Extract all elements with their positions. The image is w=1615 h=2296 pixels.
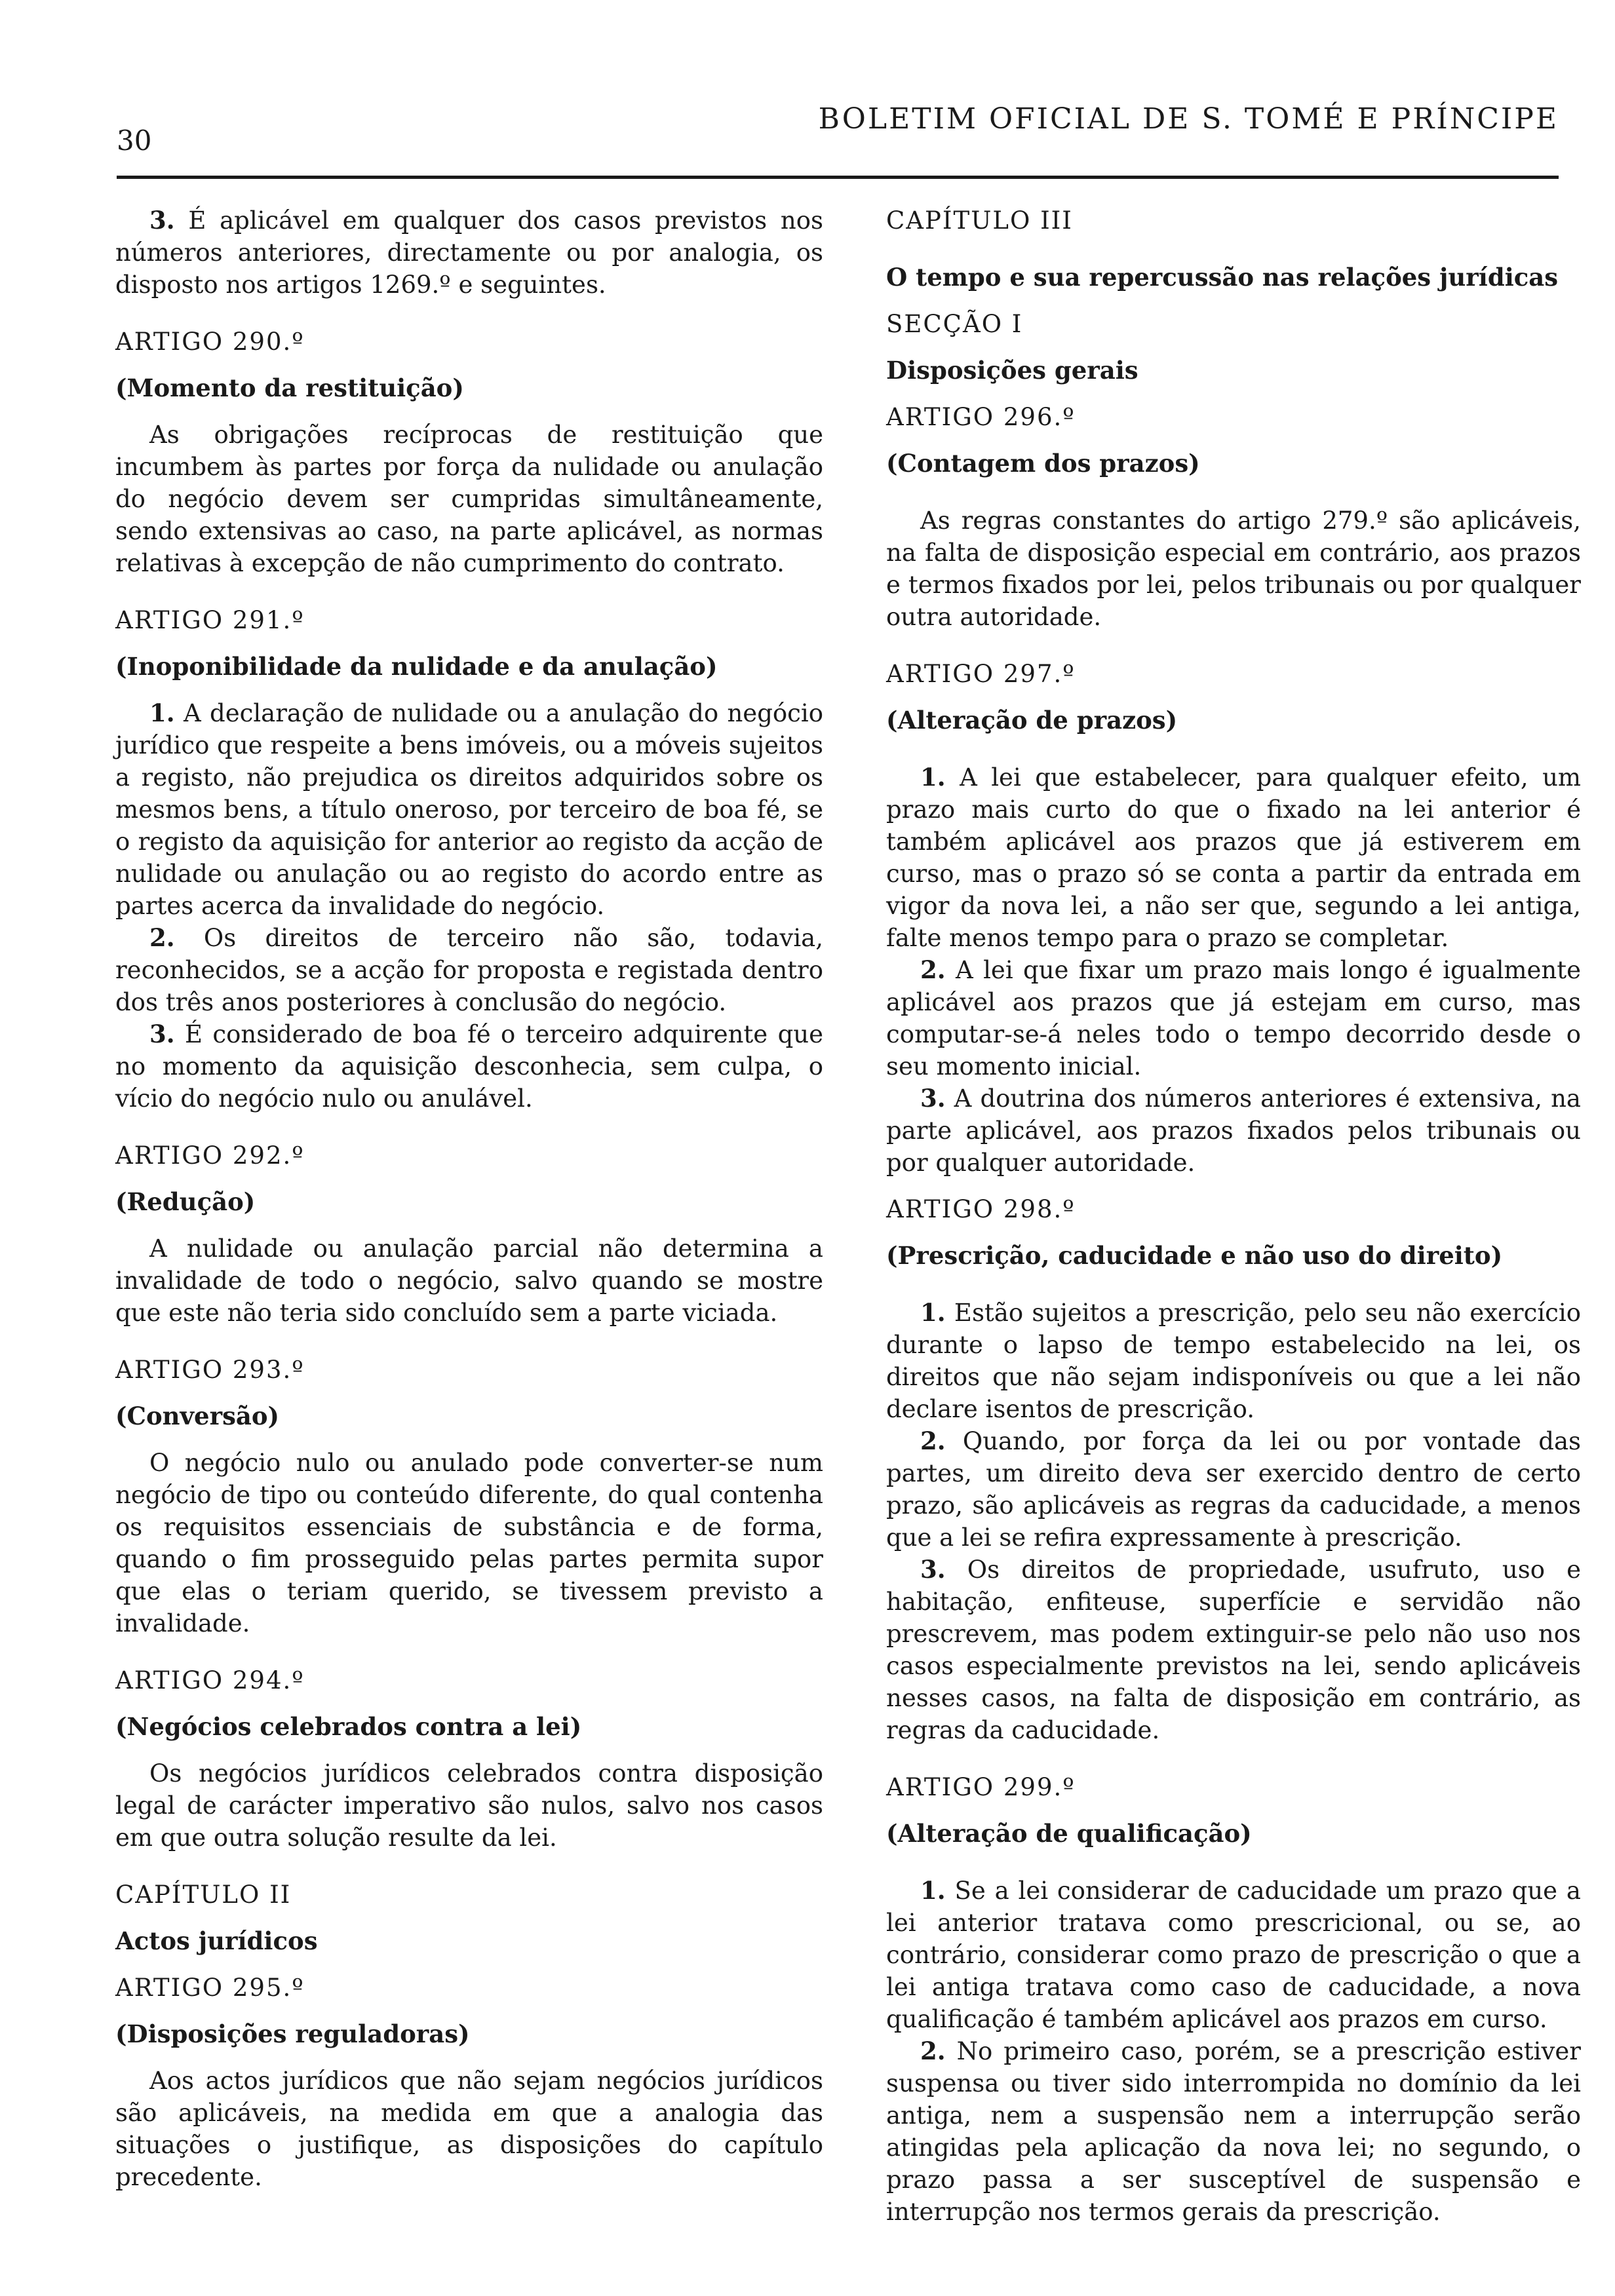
- article-297-heading: (Alteração de prazos): [886, 706, 1178, 735]
- article-299-title: ARTIGO 299.º: [886, 1773, 1076, 1801]
- article-290-text: As obrigações recíprocas de restituição que incumbem às partes por força da nulidade ou anulação do negócio devem ser cumpridas simultâneamente, sendo extensivas ao caso, na parte aplicável, as normas relativas à excepção de não cumprimento do contrato.: [115, 421, 823, 577]
- article-292-text: A nulidade ou anulação parcial não determina a invalidade de todo o negócio, salvo quando se mostre que este não teria sido concluído sem a parte viciada.: [115, 1234, 823, 1327]
- article-291-heading: (Inoponibilidade da nulidade e da anulação): [115, 652, 718, 681]
- article-299-heading: (Alteração de qualificação): [886, 1819, 1252, 1848]
- page-number: 30: [117, 124, 152, 157]
- article-299-paragraph-2: 2. No primeiro caso, porém, se a prescrição estiver suspensa ou tiver sido interrompida no domínio da lei antiga, nem a suspensão nem a interrupção serão atingidas pela aplicação da nova lei; no segundo, o prazo passa a ser susceptível de suspensão e interrupção nos termos gerais da prescrição.: [886, 2037, 1581, 2226]
- chapter-2-title: Actos jurídicos: [115, 1926, 318, 1955]
- article-295-heading: (Disposições reguladoras): [115, 2019, 470, 2048]
- article-298-heading: (Prescrição, caducidade e não uso do direito): [886, 1241, 1503, 1270]
- article-291-paragraph-2: 2. Os direitos de terceiro não são, todavia, reconhecidos, se a acção for proposta e registada dentro dos três anos posteriores à conclusão do negócio.: [115, 923, 823, 1016]
- article-296-text: As regras constantes do artigo 279.º são aplicáveis, na falta de disposição especial em contrário, aos prazos e termos fixados por lei, pelos tribunais ou por qualquer outra autoridade.: [886, 507, 1581, 631]
- chapter-2-label: CAPÍTULO II: [115, 1881, 292, 1909]
- article-291-paragraph-3: 3. É considerado de boa fé o terceiro adquirente que no momento da aquisição desconhecia, sem culpa, o vício do negócio nulo ou anulável.: [115, 1020, 823, 1113]
- article-297-paragraph-1: 1. A lei que estabelecer, para qualquer efeito, um prazo mais curto do que o fixado na lei anterior é também aplicável aos prazos que já estiverem em curso, mas o prazo só se conta a partir da entrada em vigor da nova lei, a não ser que, segundo a lei antiga, falte menos tempo para o prazo se completar.: [886, 763, 1581, 952]
- running-title: BOLETIM OFICIAL DE S. TOMÉ E PRÍNCIPE: [818, 102, 1559, 136]
- article-292-heading: (Redução): [115, 1187, 256, 1216]
- article-291-paragraph-1: 1. A declaração de nulidade ou a anulação do negócio jurídico que respeite a bens imóveis, ou a móveis sujeitos a registo, não prejudica os direitos adquiridos sobre os mesmos bens, a título oneroso, por terceiro de boa fé, se o registo da aquisição for anterior ao registo da acção de nulidade ou anulação ou ao registo do acordo entre as partes acerca da invalidade do negócio.: [115, 698, 823, 920]
- article-298-paragraph-3: 3. Os direitos de propriedade, usufruto, uso e habitação, enfiteuse, superfície e servidão não prescrevem, mas podem extinguir-se pelo não uso nos casos especialmente previstos na lei, sendo aplicáveis nesses casos, na falta de disposição em contrário, as regras da caducidade.: [886, 1555, 1581, 1744]
- article-294-heading: (Negócios celebrados contra a lei): [115, 1712, 582, 1741]
- article-293-text: O negócio nulo ou anulado pode converter-se num negócio de tipo ou conteúdo diferente, do qual contenha os requisitos essenciais de substância e de forma, quando o fim prosseguido pelas partes permita supor que elas o teriam querido, se tivessem previsto a invalidade.: [115, 1449, 823, 1637]
- article-293-heading: (Conversão): [115, 1402, 280, 1430]
- left-column: [115, 204, 823, 2193]
- article-298-paragraph-1: 1. Estão sujeitos a prescrição, pelo seu não exercício durante o lapso de tempo estabelecido na lei, os direitos que não sejam indisponíveis ou que a lei não declare isentos de prescrição.: [886, 1298, 1581, 1423]
- article-289-paragraph-3: 3. É aplicável em qualquer dos casos previstos nos números anteriores, directamente ou por analogia, os disposto nos artigos 1269.º e seguintes.: [115, 206, 823, 299]
- article-298-paragraph-2: 2. Quando, por força da lei ou por vontade das partes, um direito deva ser exercido dentro de certo prazo, são aplicáveis as regras da caducidade, a menos que a lei se refira expressamente à prescrição.: [886, 1426, 1581, 1552]
- right-column: [886, 204, 1581, 2228]
- article-296-heading: (Contagem dos prazos): [886, 449, 1200, 478]
- section-1-title: Disposições gerais: [886, 356, 1138, 385]
- article-297-paragraph-3: 3. A doutrina dos números anteriores é extensiva, na parte aplicável, aos prazos fixados pelos tribunais ou por qualquer autoridade.: [886, 1084, 1581, 1177]
- article-297-paragraph-2: 2. A lei que fixar um prazo mais longo é igualmente aplicável aos prazos que já estejam em curso, mas computar-se-á neles todo o tempo decorrido desde o seu momento inicial.: [886, 955, 1581, 1081]
- article-295-title: ARTIGO 295.º: [115, 1974, 305, 2002]
- article-296-title: ARTIGO 296.º: [886, 403, 1076, 431]
- article-290-heading: (Momento da restituição): [115, 373, 464, 402]
- article-298-title: ARTIGO 298.º: [886, 1195, 1076, 1223]
- page-header: [117, 98, 1559, 170]
- chapter-3-title: O tempo e sua repercussão nas relações jurídicas: [886, 263, 1559, 292]
- article-293-title: ARTIGO 293.º: [115, 1356, 305, 1384]
- section-1-label: SECÇÃO I: [886, 310, 1023, 338]
- chapter-3-label: CAPÍTULO III: [886, 206, 1073, 235]
- article-291-title: ARTIGO 291.º: [115, 606, 305, 634]
- header-rule: [117, 176, 1559, 179]
- article-295-text: Aos actos jurídicos que não sejam negócios jurídicos são aplicáveis, na medida em que a analogia das situações o justifique, as disposições do capítulo precedente.: [115, 2067, 823, 2191]
- article-297-title: ARTIGO 297.º: [886, 660, 1076, 688]
- article-294-text: Os negócios jurídicos celebrados contra disposição legal de carácter imperativo são nulos, salvo nos casos em que outra solução resulte da lei.: [115, 1759, 823, 1852]
- article-299-paragraph-1: 1. Se a lei considerar de caducidade um prazo que a lei anterior tratava como prescricional, ou se, ao contrário, considerar como prazo de prescrição o que a lei antiga tratava como caso de caducidade, a nova qualificação é também aplicável aos prazos em curso.: [886, 1876, 1581, 2033]
- article-294-title: ARTIGO 294.º: [115, 1666, 305, 1694]
- article-290-title: ARTIGO 290.º: [115, 328, 305, 356]
- article-292-title: ARTIGO 292.º: [115, 1141, 305, 1170]
